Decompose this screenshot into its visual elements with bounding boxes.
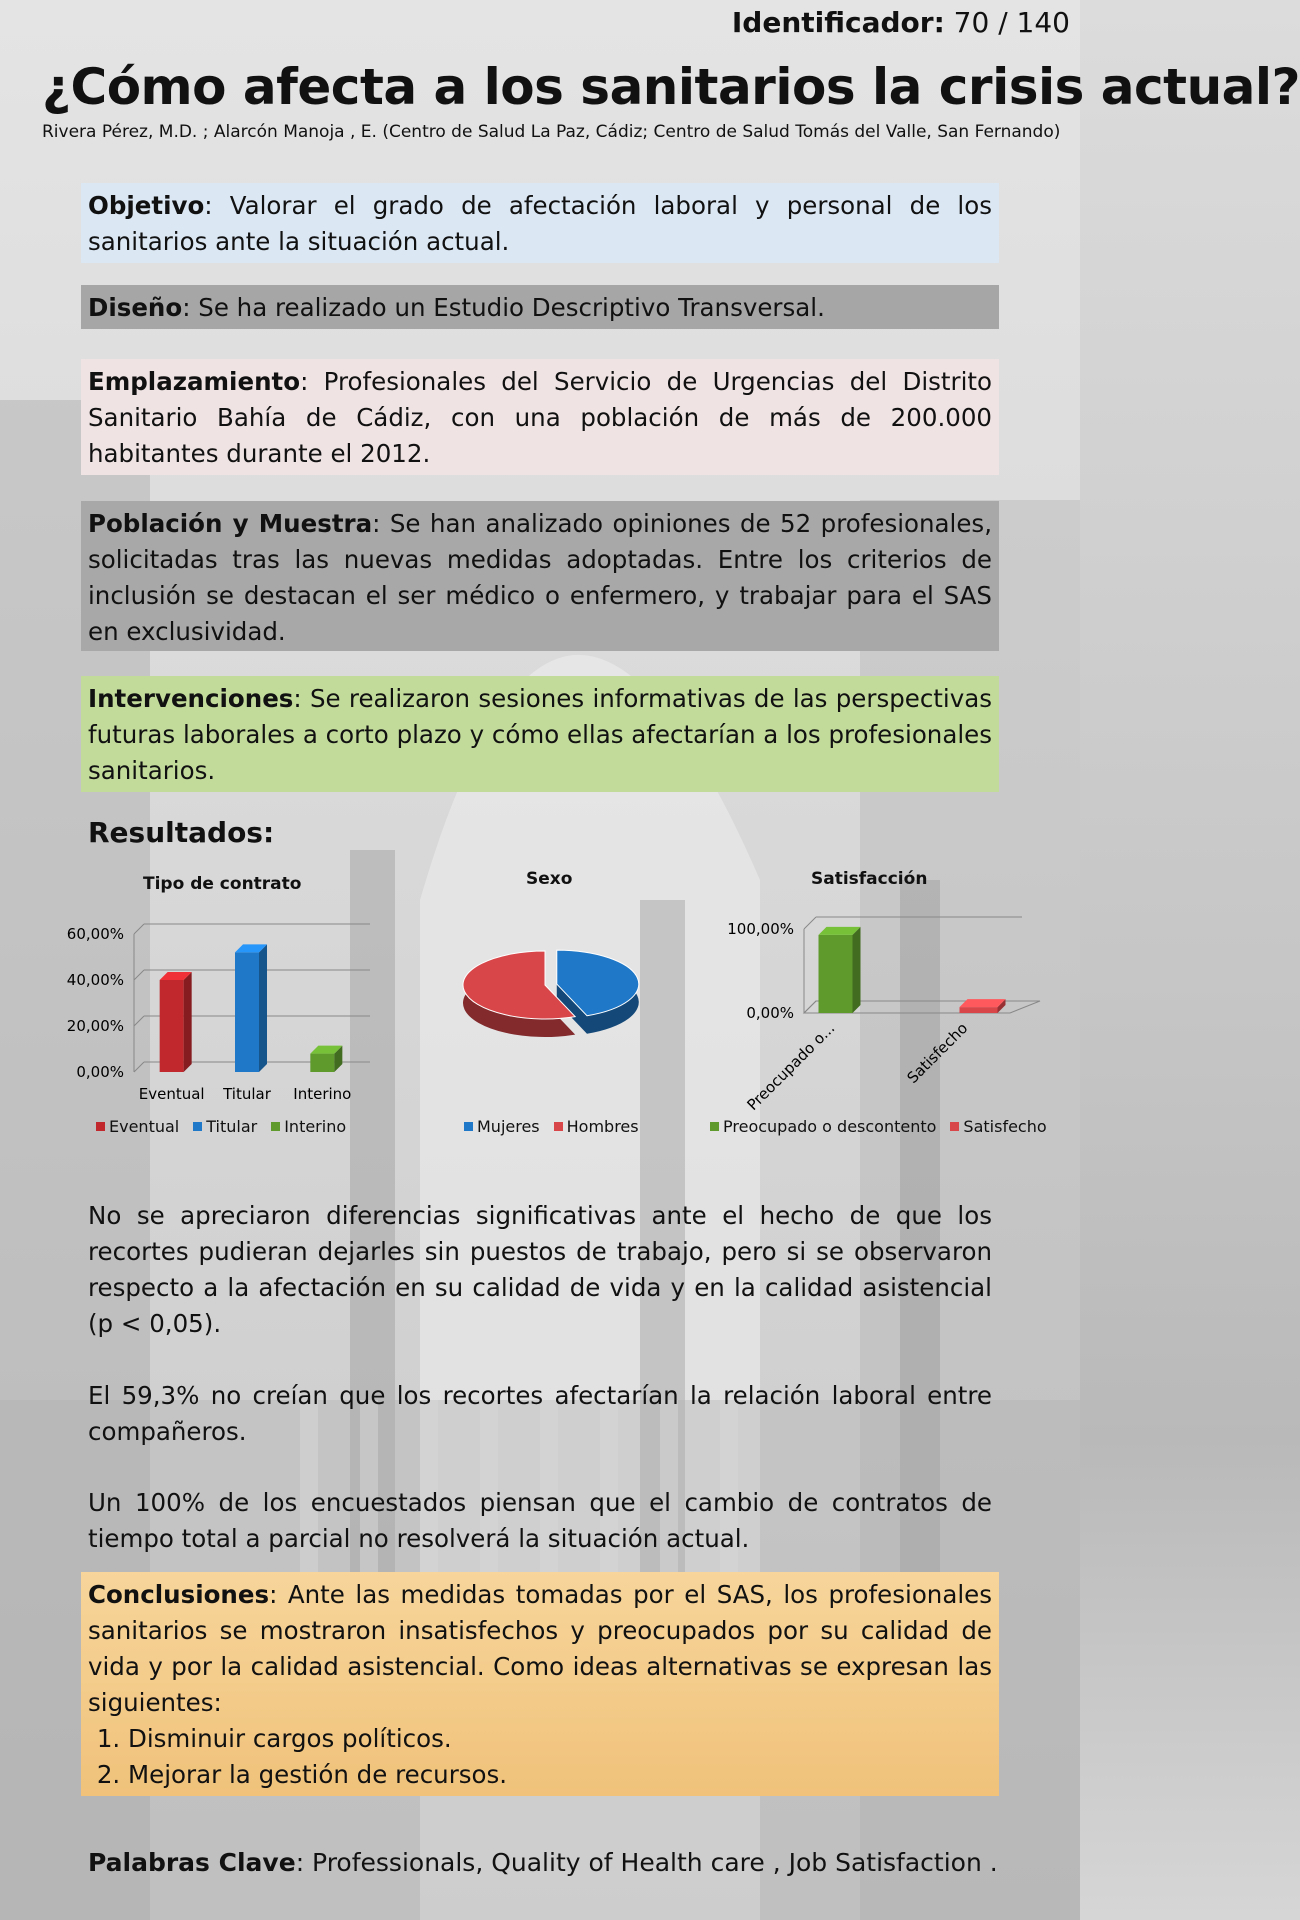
y-tick-label: 0,00% xyxy=(746,1004,794,1022)
legend-swatch xyxy=(96,1122,105,1131)
y-tick-label: 0,00% xyxy=(76,1063,124,1081)
list-item: 2. Mejorar la gestión de recursos. xyxy=(128,1757,992,1793)
list-item: 1. Disminuir cargos políticos. xyxy=(128,1721,992,1757)
chart-contrato-legend xyxy=(96,1117,346,1136)
chart-sexo-legend xyxy=(464,1117,639,1136)
chart-sexo-title: Sexo xyxy=(526,869,573,889)
result-paragraph-3: Un 100% de los encuestados piensan que el cambio de contratos de tiempo total a parcial no resolverá la situación actual. xyxy=(88,1488,992,1553)
poblacion-text: : Se han analizado opiniones de 52 profesionales, solicitadas tras las nuevas medidas adoptadas. Entre los criterios de inclusión se destacan el ser médico o enfermero, y trabajar para el SAS en exclusividad. xyxy=(88,509,992,646)
objetivo-text: : Valorar el grado de afectación laboral y personal de los sanitarios ante la situación actual. xyxy=(88,191,992,256)
x-tick-label: Preocupado o... xyxy=(743,1019,839,1114)
x-tick-label: Eventual xyxy=(138,1085,205,1103)
authors: Rivera Pérez, M.D. ; Alarcón Manoja , E. (Centro de Salud La Paz, Cádiz; Centro de Salud Tomás del Valle, San Fernando) xyxy=(42,122,1061,142)
emplazamiento-box xyxy=(81,359,999,475)
diseno-text: : Se ha realizado un Estudio Descriptivo Transversal. xyxy=(182,293,825,322)
bar-top xyxy=(960,999,1006,1007)
legend-item xyxy=(96,1117,179,1136)
objetivo-box xyxy=(81,183,999,263)
intervenciones-text: : Se realizaron sesiones informativas de las perspectivas futuras laborales a corto plazo y cómo ellas afectarían a los profesionales sanitarios. xyxy=(88,684,992,785)
chart-satisfaccion-title: Satisfacción xyxy=(811,869,928,889)
conclusiones-list xyxy=(88,1721,992,1793)
bar-side xyxy=(184,972,192,1072)
intervenciones-box xyxy=(81,676,999,792)
legend-item xyxy=(710,1117,936,1136)
legend-label: Titular xyxy=(206,1117,258,1136)
legend-item xyxy=(193,1117,257,1136)
keywords xyxy=(88,1848,998,1877)
conclusiones-box xyxy=(81,1572,999,1796)
bar-side xyxy=(853,927,861,1013)
legend-item xyxy=(464,1117,540,1136)
gridline xyxy=(134,1062,144,1072)
chart-contrato xyxy=(60,900,380,1110)
diseno-box xyxy=(81,285,999,329)
identifier-value: 70 / 140 xyxy=(944,6,1070,39)
legend-swatch xyxy=(554,1122,563,1131)
x-tick-label: Interino xyxy=(293,1085,352,1103)
emplazamiento-label: Emplazamiento xyxy=(88,367,301,396)
legend-label: Satisfecho xyxy=(963,1117,1047,1136)
bar xyxy=(819,935,853,1013)
legend-label: Hombres xyxy=(566,1117,639,1136)
poblacion-label: Población y Muestra xyxy=(88,509,373,538)
y-tick-label: 60,00% xyxy=(66,925,124,943)
legend-item xyxy=(950,1117,1046,1136)
y-tick-label: 40,00% xyxy=(66,971,124,989)
resultados-title: Resultados: xyxy=(88,816,275,849)
result-paragraph-1: No se apreciaron diferencias significativas ante el hecho de que los recortes pudieran dejarles sin puestos de trabajo, pero si se observaron respecto a la afectación en su calidad de vida y en la calidad asistencial (p < 0,05). xyxy=(88,1201,992,1338)
legend-label: Eventual xyxy=(109,1117,180,1136)
gridline xyxy=(804,917,816,929)
conclusiones-text: : Ante las medidas tomadas por el SAS, los profesionales sanitarios se mostraron insatisfechos y preocupados por su calidad de vida y por la calidad asistencial. Como ideas alternativas se expresan las siguientes: xyxy=(88,1580,992,1717)
identifier xyxy=(732,6,1070,39)
emplazamiento-text: : Profesionales del Servicio de Urgencias del Distrito Sanitario Bahía de Cádiz, con una población de más de 200.000 habitantes durante el 2012. xyxy=(88,367,992,468)
chart-sexo xyxy=(450,940,640,1050)
chart-satisfaccion xyxy=(700,895,1040,1114)
keywords-label: Palabras Clave xyxy=(88,1848,296,1877)
legend-swatch xyxy=(464,1122,473,1131)
result-paragraph-2: El 59,3% no creían que los recortes afectarían la relación laboral entre compañeros. xyxy=(88,1381,992,1446)
y-tick-label: 100,00% xyxy=(727,920,794,938)
x-tick-label: Titular xyxy=(223,1085,271,1103)
legend-label: Mujeres xyxy=(477,1117,540,1136)
legend-item xyxy=(554,1117,639,1136)
bar xyxy=(960,1007,998,1013)
bar-side xyxy=(259,944,267,1072)
chart-satisfaccion-legend xyxy=(710,1117,1047,1136)
gridline xyxy=(134,924,144,934)
legend-swatch xyxy=(271,1122,280,1131)
identifier-label: Identificador: xyxy=(731,6,945,39)
gridline xyxy=(134,970,144,980)
conclusiones-label: Conclusiones xyxy=(88,1580,270,1609)
intervenciones-label: Intervenciones xyxy=(88,684,294,713)
chart-contrato-title: Tipo de contrato xyxy=(143,874,302,894)
bar xyxy=(160,980,184,1072)
legend-swatch xyxy=(710,1122,719,1131)
legend-label: Preocupado o descontento xyxy=(723,1117,937,1136)
bar xyxy=(235,952,259,1072)
objetivo-label: Objetivo xyxy=(88,191,205,220)
legend-label: Interino xyxy=(284,1117,347,1136)
poster-title: ¿Cómo afecta a los sanitarios la crisis actual? xyxy=(42,58,1300,116)
bar xyxy=(310,1054,334,1072)
diseno-label: Diseño xyxy=(88,293,183,322)
poblacion-box xyxy=(81,501,999,651)
keywords-text: : Professionals, Quality of Health care , Job Satisfaction . xyxy=(295,1848,998,1877)
legend-item xyxy=(271,1117,346,1136)
gridline xyxy=(134,1016,144,1026)
x-tick-label: Satisfecho xyxy=(903,1019,972,1088)
y-tick-label: 20,00% xyxy=(66,1017,124,1035)
legend-swatch xyxy=(950,1122,959,1131)
legend-swatch xyxy=(193,1122,202,1131)
